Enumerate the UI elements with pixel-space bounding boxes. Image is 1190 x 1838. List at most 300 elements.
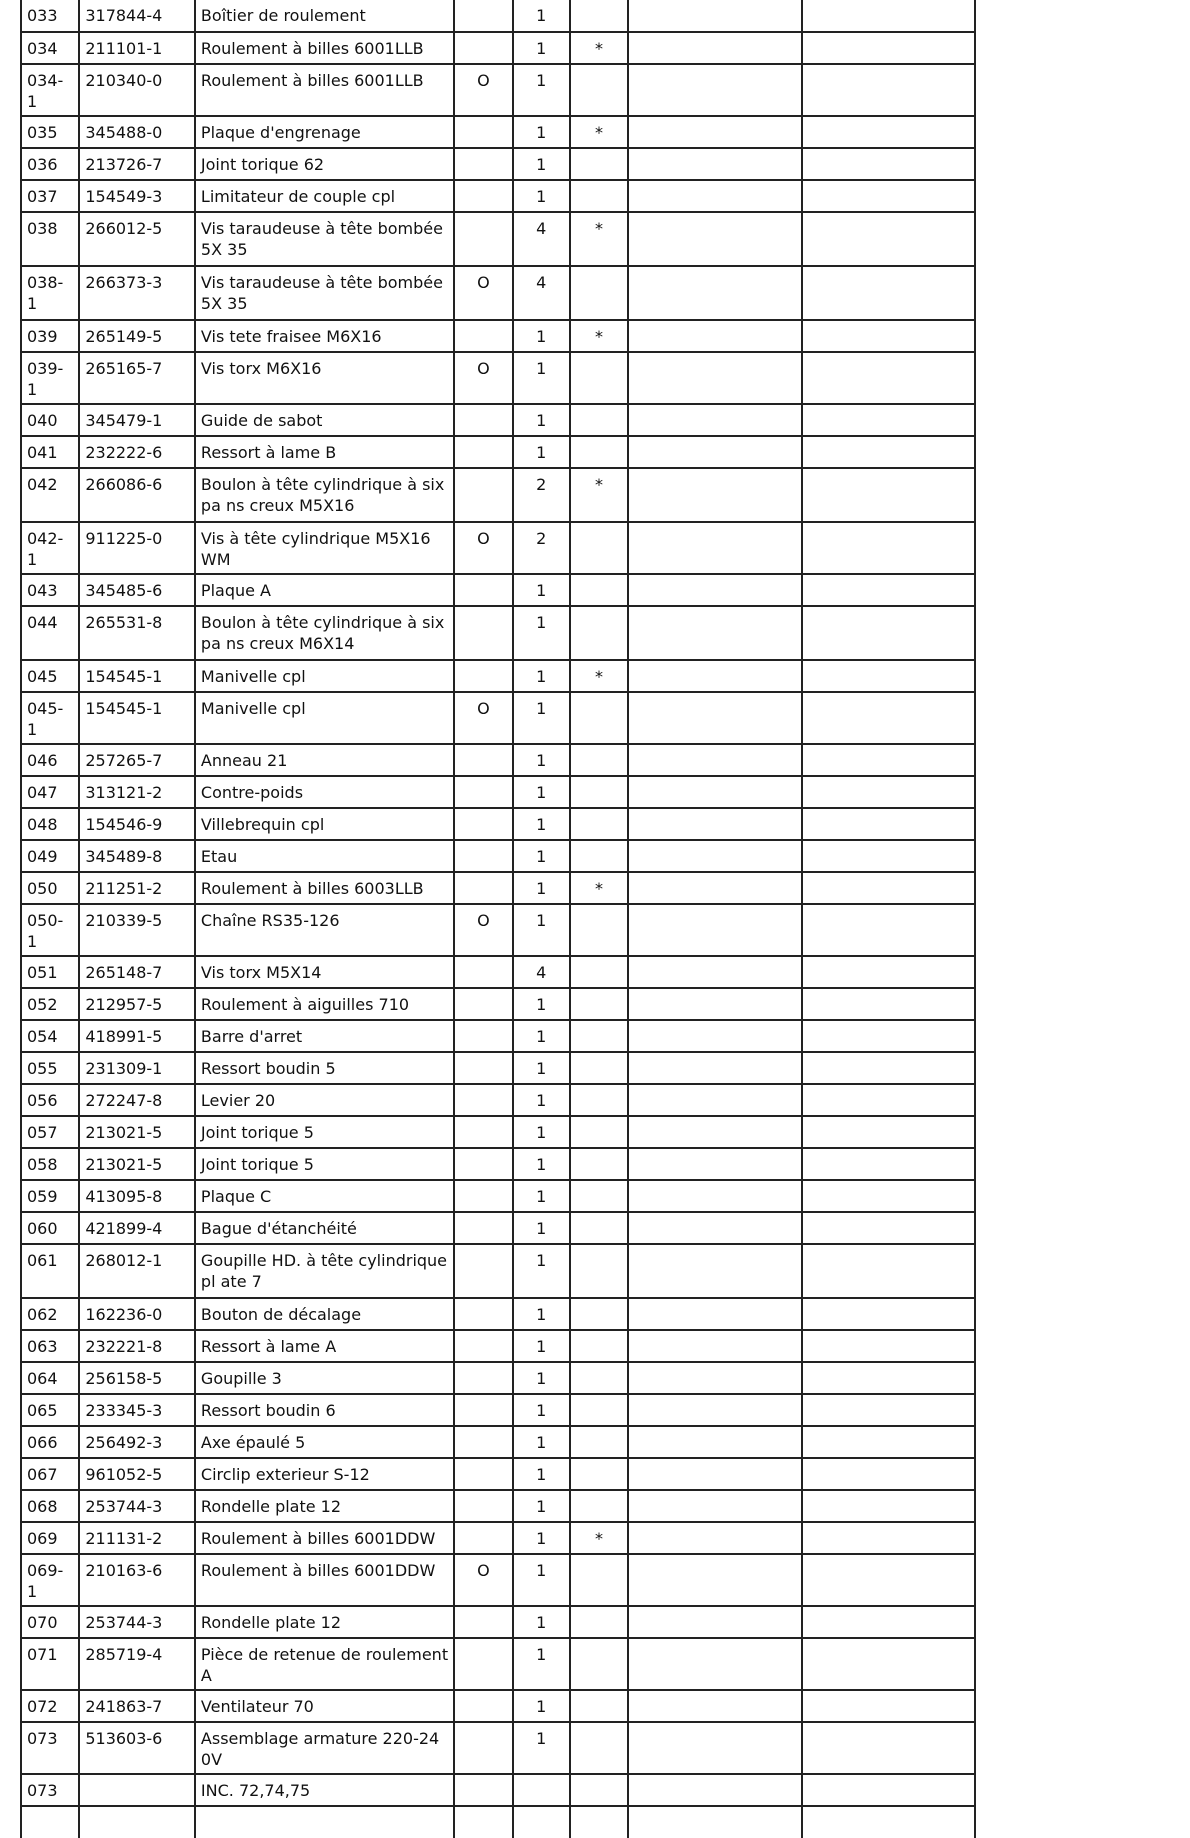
table-row: [21, 1722, 975, 1774]
description-cell: Vis torx M5X14: [195, 956, 454, 988]
quantity-cell: 1: [513, 1212, 570, 1244]
quantity-cell: 1: [513, 148, 570, 180]
item-number-cell: 072: [21, 1690, 79, 1722]
part-number-cell: 162236-0: [79, 1298, 195, 1330]
description-cell: Boîtier de roulement: [195, 0, 454, 32]
part-number-cell: 253744-3: [79, 1490, 195, 1522]
option-cell: [454, 1690, 512, 1722]
note-cell: [570, 1426, 628, 1458]
part-number-cell: 211131-2: [79, 1522, 195, 1554]
part-number-cell: 345488-0: [79, 116, 195, 148]
description-cell: Joint torique 62: [195, 148, 454, 180]
table-row: [21, 1362, 975, 1394]
item-number-cell: 042-1: [21, 522, 79, 574]
blank-cell: [802, 1180, 975, 1212]
item-number-cell: 063: [21, 1330, 79, 1362]
blank-cell: [802, 1458, 975, 1490]
part-number-cell: 266086-6: [79, 468, 195, 522]
quantity-cell: 4: [513, 266, 570, 320]
blank-cell: [628, 1458, 802, 1490]
quantity-cell: 1: [513, 1638, 570, 1690]
blank-cell: [802, 116, 975, 148]
description-cell: Vis taraudeuse à tête bombée 5X 35: [195, 212, 454, 266]
blank-cell: [628, 468, 802, 522]
part-number-cell: 212957-5: [79, 988, 195, 1020]
item-number-cell: 069-1: [21, 1554, 79, 1606]
description-cell: Bouton de décalage: [195, 1298, 454, 1330]
note-cell: [570, 904, 628, 956]
blank-cell: [802, 660, 975, 692]
blank-cell: [628, 1606, 802, 1638]
description-cell: Anneau 21: [195, 744, 454, 776]
quantity-cell: 1: [513, 1052, 570, 1084]
description-cell: Goupille 3: [195, 1362, 454, 1394]
part-number-cell: 265149-5: [79, 320, 195, 352]
note-cell: [570, 1638, 628, 1690]
part-number-cell: 233345-3: [79, 1394, 195, 1426]
item-number-cell: 044: [21, 606, 79, 660]
description-cell: Ventilateur 70: [195, 1690, 454, 1722]
table-row: [21, 1020, 975, 1052]
quantity-cell: 1: [513, 1116, 570, 1148]
quantity-cell: 4: [513, 956, 570, 988]
blank-cell: [802, 1806, 975, 1838]
part-number-cell: 154545-1: [79, 692, 195, 744]
quantity-cell: 1: [513, 1490, 570, 1522]
table-row: [21, 692, 975, 744]
item-number-cell: 041: [21, 436, 79, 468]
option-cell: [454, 574, 512, 606]
option-cell: [454, 1244, 512, 1298]
description-cell: Etau: [195, 840, 454, 872]
blank-cell: [802, 320, 975, 352]
part-number-cell: 253744-3: [79, 1606, 195, 1638]
note-cell: [570, 956, 628, 988]
item-number-cell: 060: [21, 1212, 79, 1244]
blank-cell: [802, 776, 975, 808]
note-cell: [570, 574, 628, 606]
option-cell: [454, 1362, 512, 1394]
part-number-cell: 232222-6: [79, 436, 195, 468]
table-row: [21, 776, 975, 808]
blank-cell: [802, 180, 975, 212]
part-number-cell: 265165-7: [79, 352, 195, 404]
blank-cell: [802, 956, 975, 988]
blank-cell: [454, 1806, 512, 1838]
option-cell: [454, 1020, 512, 1052]
note-cell: [570, 1212, 628, 1244]
option-cell: [454, 1116, 512, 1148]
part-number-cell: 213021-5: [79, 1148, 195, 1180]
note-cell: [570, 1606, 628, 1638]
table-row: [21, 522, 975, 574]
table-row: [21, 1774, 975, 1806]
item-number-cell: 050: [21, 872, 79, 904]
option-cell: [454, 212, 512, 266]
note-cell: [570, 64, 628, 116]
quantity-cell: 1: [513, 0, 570, 32]
blank-cell: [628, 1084, 802, 1116]
table-row: [21, 1298, 975, 1330]
part-number-cell: 285719-4: [79, 1638, 195, 1690]
blank-cell: [628, 1774, 802, 1806]
blank-cell: [628, 320, 802, 352]
quantity-cell: 1: [513, 1394, 570, 1426]
table-row: [21, 1554, 975, 1606]
blank-cell: [628, 1362, 802, 1394]
blank-cell: [628, 180, 802, 212]
option-cell: [454, 872, 512, 904]
quantity-cell: 1: [513, 1148, 570, 1180]
blank-cell: [802, 808, 975, 840]
quantity-cell: 1: [513, 1722, 570, 1774]
option-cell: O: [454, 904, 512, 956]
table-row: [21, 266, 975, 320]
item-number-cell: 055: [21, 1052, 79, 1084]
description-cell: Ressort boudin 5: [195, 1052, 454, 1084]
quantity-cell: 1: [513, 1458, 570, 1490]
option-cell: O: [454, 692, 512, 744]
blank-cell: [802, 1722, 975, 1774]
option-cell: [454, 1330, 512, 1362]
table-row: [21, 1426, 975, 1458]
quantity-cell: 1: [513, 1244, 570, 1298]
note-cell: [570, 148, 628, 180]
table-row: [21, 436, 975, 468]
blank-cell: [628, 1052, 802, 1084]
part-number-cell: 265148-7: [79, 956, 195, 988]
blank-cell: [628, 116, 802, 148]
blank-cell: [802, 148, 975, 180]
description-cell: Vis torx M6X16: [195, 352, 454, 404]
blank-cell: [802, 1774, 975, 1806]
option-cell: [454, 436, 512, 468]
item-number-cell: 073: [21, 1774, 79, 1806]
item-number-cell: 057: [21, 1116, 79, 1148]
quantity-cell: 1: [513, 808, 570, 840]
quantity-cell: [513, 1774, 570, 1806]
note-cell: [570, 1690, 628, 1722]
description-cell: Plaque A: [195, 574, 454, 606]
option-cell: [454, 1458, 512, 1490]
blank-cell: [570, 1806, 628, 1838]
quantity-cell: 1: [513, 32, 570, 64]
blank-cell: [628, 148, 802, 180]
item-number-cell: 048: [21, 808, 79, 840]
table-row: [21, 808, 975, 840]
blank-cell: [628, 1426, 802, 1458]
description-cell: Roulement à billes 6001DDW: [195, 1554, 454, 1606]
blank-cell: [628, 522, 802, 574]
description-cell: Joint torique 5: [195, 1116, 454, 1148]
blank-cell: [802, 1638, 975, 1690]
part-number-cell: 345489-8: [79, 840, 195, 872]
blank-cell: [802, 692, 975, 744]
note-cell: [570, 1298, 628, 1330]
note-cell: [570, 180, 628, 212]
table-row: [21, 180, 975, 212]
blank-cell: [79, 1806, 195, 1838]
blank-cell: [802, 1606, 975, 1638]
option-cell: [454, 1084, 512, 1116]
table-row: [21, 1116, 975, 1148]
note-cell: [570, 1490, 628, 1522]
blank-cell: [628, 1722, 802, 1774]
table-row: [21, 1638, 975, 1690]
blank-cell: [802, 522, 975, 574]
item-number-cell: 061: [21, 1244, 79, 1298]
quantity-cell: 1: [513, 64, 570, 116]
option-cell: [454, 1722, 512, 1774]
item-number-cell: 049: [21, 840, 79, 872]
note-cell: [570, 1394, 628, 1426]
description-cell: Roulement à billes 6003LLB: [195, 872, 454, 904]
description-cell: Limitateur de couple cpl: [195, 180, 454, 212]
option-cell: O: [454, 1554, 512, 1606]
note-cell: [570, 1084, 628, 1116]
option-cell: [454, 116, 512, 148]
table-row: [21, 1690, 975, 1722]
blank-cell: [802, 352, 975, 404]
blank-cell: [628, 1394, 802, 1426]
part-number-cell: 210163-6: [79, 1554, 195, 1606]
part-number-cell: 211251-2: [79, 872, 195, 904]
quantity-cell: 1: [513, 744, 570, 776]
blank-cell: [802, 1394, 975, 1426]
note-cell: [570, 808, 628, 840]
table-row: [21, 1148, 975, 1180]
blank-cell: [628, 808, 802, 840]
description-cell: Manivelle cpl: [195, 692, 454, 744]
description-cell: Barre d'arret: [195, 1020, 454, 1052]
part-number-cell: 154545-1: [79, 660, 195, 692]
part-number-cell: [79, 1774, 195, 1806]
blank-cell: [628, 574, 802, 606]
blank-cell: [802, 64, 975, 116]
table-row: [21, 352, 975, 404]
blank-cell: [628, 404, 802, 436]
option-cell: [454, 1426, 512, 1458]
blank-cell: [628, 776, 802, 808]
quantity-cell: 1: [513, 352, 570, 404]
part-number-cell: 211101-1: [79, 32, 195, 64]
item-number-cell: 054: [21, 1020, 79, 1052]
table-row: [21, 660, 975, 692]
note-cell: [570, 1330, 628, 1362]
note-cell: *: [570, 212, 628, 266]
quantity-cell: 1: [513, 1554, 570, 1606]
description-cell: Rondelle plate 12: [195, 1606, 454, 1638]
quantity-cell: 1: [513, 1298, 570, 1330]
blank-cell: [628, 352, 802, 404]
note-cell: [570, 436, 628, 468]
blank-cell: [802, 904, 975, 956]
quantity-cell: 1: [513, 320, 570, 352]
option-cell: O: [454, 266, 512, 320]
table-row: [21, 956, 975, 988]
blank-cell: [802, 1330, 975, 1362]
table-row: [21, 574, 975, 606]
quantity-cell: 1: [513, 1084, 570, 1116]
blank-cell: [802, 1298, 975, 1330]
option-cell: [454, 988, 512, 1020]
option-cell: [454, 744, 512, 776]
note-cell: [570, 1722, 628, 1774]
blank-cell: [628, 1806, 802, 1838]
item-number-cell: 034: [21, 32, 79, 64]
option-cell: [454, 956, 512, 988]
note-cell: [570, 840, 628, 872]
item-number-cell: 037: [21, 180, 79, 212]
quantity-cell: 1: [513, 988, 570, 1020]
note-cell: [570, 692, 628, 744]
item-number-cell: 040: [21, 404, 79, 436]
blank-cell: [802, 468, 975, 522]
option-cell: [454, 1298, 512, 1330]
quantity-cell: 1: [513, 840, 570, 872]
part-number-cell: 345479-1: [79, 404, 195, 436]
blank-cell: [802, 1116, 975, 1148]
table-row: [21, 1244, 975, 1298]
part-number-cell: 345485-6: [79, 574, 195, 606]
description-cell: Ressort à lame B: [195, 436, 454, 468]
description-cell: Circlip exterieur S-12: [195, 1458, 454, 1490]
blank-cell: [628, 1522, 802, 1554]
note-cell: [570, 744, 628, 776]
item-number-cell: 050-1: [21, 904, 79, 956]
option-cell: [454, 840, 512, 872]
table-row: [21, 404, 975, 436]
table-row: [21, 744, 975, 776]
part-number-cell: 961052-5: [79, 1458, 195, 1490]
blank-cell: [802, 1490, 975, 1522]
part-number-cell: 154546-9: [79, 808, 195, 840]
note-cell: [570, 1774, 628, 1806]
description-cell: Ressort boudin 6: [195, 1394, 454, 1426]
blank-cell: [802, 1362, 975, 1394]
table-row: [21, 1330, 975, 1362]
item-number-cell: 070: [21, 1606, 79, 1638]
blank-cell: [802, 1148, 975, 1180]
part-number-cell: 231309-1: [79, 1052, 195, 1084]
description-cell: Villebrequin cpl: [195, 808, 454, 840]
blank-cell: [802, 1020, 975, 1052]
table-row: [21, 872, 975, 904]
part-number-cell: 317844-4: [79, 0, 195, 32]
quantity-cell: 1: [513, 574, 570, 606]
option-cell: [454, 32, 512, 64]
note-cell: *: [570, 660, 628, 692]
blank-cell: [628, 904, 802, 956]
blank-cell: [628, 64, 802, 116]
table-row: [21, 840, 975, 872]
blank-cell: [802, 404, 975, 436]
part-number-cell: 257265-7: [79, 744, 195, 776]
blank-cell: [628, 1116, 802, 1148]
description-cell: Roulement à aiguilles 710: [195, 988, 454, 1020]
blank-cell: [628, 1180, 802, 1212]
note-cell: [570, 1244, 628, 1298]
blank-cell: [628, 1244, 802, 1298]
description-cell: Chaîne RS35-126: [195, 904, 454, 956]
option-cell: [454, 1490, 512, 1522]
blank-cell: [802, 988, 975, 1020]
blank-cell: [628, 692, 802, 744]
note-cell: [570, 1458, 628, 1490]
option-cell: [454, 606, 512, 660]
description-cell: Vis taraudeuse à tête bombée 5X 35: [195, 266, 454, 320]
part-number-cell: 265531-8: [79, 606, 195, 660]
item-number-cell: 039-1: [21, 352, 79, 404]
blank-cell: [628, 660, 802, 692]
quantity-cell: 1: [513, 116, 570, 148]
option-cell: [454, 148, 512, 180]
description-cell: Bague d'étanchéité: [195, 1212, 454, 1244]
blank-cell: [802, 1212, 975, 1244]
table-row: [21, 904, 975, 956]
blank-cell: [628, 436, 802, 468]
blank-cell: [802, 1554, 975, 1606]
table-row: [21, 1212, 975, 1244]
part-number-cell: 313121-2: [79, 776, 195, 808]
blank-cell: [802, 606, 975, 660]
description-cell: Axe épaulé 5: [195, 1426, 454, 1458]
description-cell: Ressort à lame A: [195, 1330, 454, 1362]
blank-cell: [802, 0, 975, 32]
table-row: [21, 116, 975, 148]
description-cell: Roulement à billes 6001DDW: [195, 1522, 454, 1554]
blank-cell: [21, 1806, 79, 1838]
blank-cell: [628, 212, 802, 266]
option-cell: [454, 1394, 512, 1426]
table-row: [21, 1180, 975, 1212]
blank-cell: [628, 32, 802, 64]
option-cell: [454, 1052, 512, 1084]
table-row: [21, 148, 975, 180]
quantity-cell: 1: [513, 872, 570, 904]
option-cell: [454, 468, 512, 522]
option-cell: [454, 0, 512, 32]
blank-cell: [802, 744, 975, 776]
item-number-cell: 065: [21, 1394, 79, 1426]
table-row: [21, 1606, 975, 1638]
table-row: [21, 32, 975, 64]
table-row: [21, 468, 975, 522]
description-cell: Boulon à tête cylindrique à six pa ns creux M6X14: [195, 606, 454, 660]
blank-cell: [802, 266, 975, 320]
quantity-cell: 1: [513, 1522, 570, 1554]
option-cell: [454, 1180, 512, 1212]
item-number-cell: 056: [21, 1084, 79, 1116]
item-number-cell: 033: [21, 0, 79, 32]
note-cell: [570, 1052, 628, 1084]
blank-cell: [802, 436, 975, 468]
quantity-cell: 1: [513, 692, 570, 744]
part-number-cell: 513603-6: [79, 1722, 195, 1774]
note-cell: [570, 522, 628, 574]
blank-cell: [802, 574, 975, 606]
option-cell: [454, 180, 512, 212]
table-row: [21, 64, 975, 116]
blank-cell: [802, 872, 975, 904]
quantity-cell: 2: [513, 468, 570, 522]
quantity-cell: 1: [513, 1606, 570, 1638]
item-number-cell: 066: [21, 1426, 79, 1458]
note-cell: [570, 606, 628, 660]
note-cell: *: [570, 468, 628, 522]
table-row: [21, 1052, 975, 1084]
description-cell: Boulon à tête cylindrique à six pa ns creux M5X16: [195, 468, 454, 522]
